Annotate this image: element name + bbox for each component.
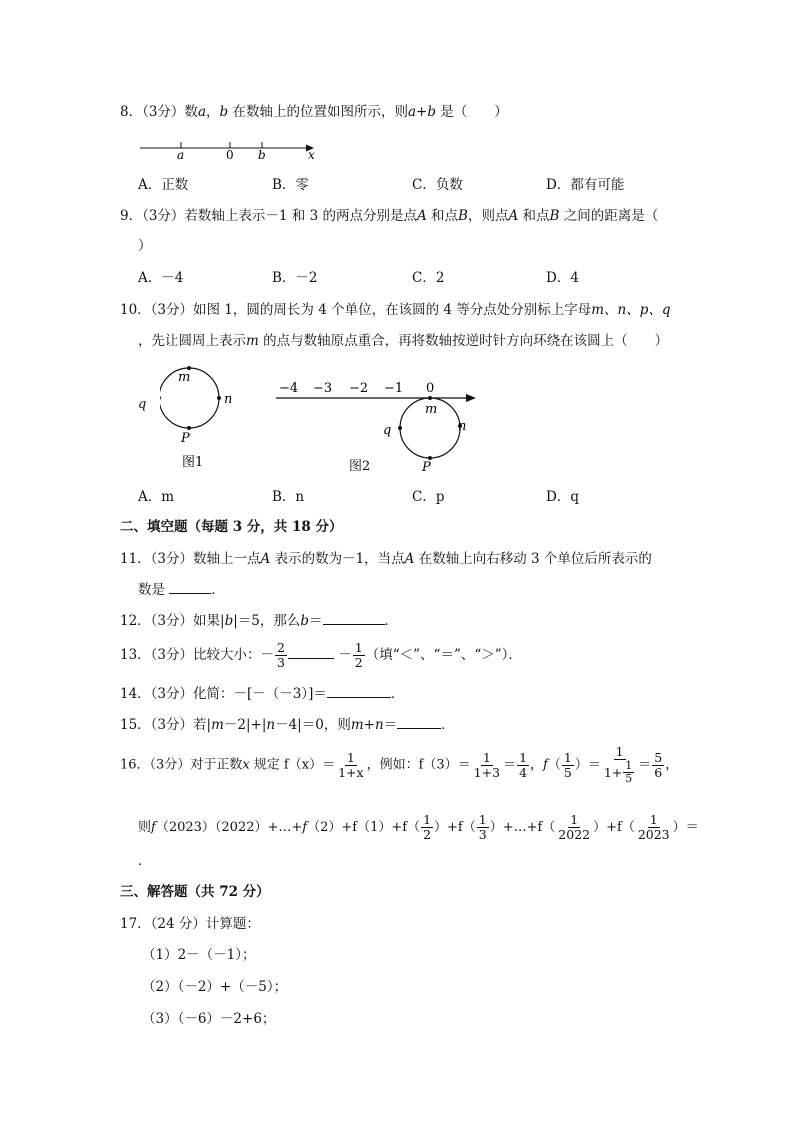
q11-stem: 11．（3分）数轴上一点A 表示的数为－1，当点A 在数轴上向右移动 3 个单位后所表示的 xyxy=(120,551,652,567)
axis-label-x: x xyxy=(308,148,315,162)
q10-option-c[interactable]: C．p xyxy=(412,489,445,505)
q8-stem: 8．（3分）数a，b 在数轴上的位置如图所示，则a+b 是（ ） xyxy=(120,104,508,120)
q9-option-d[interactable]: D．4 xyxy=(546,270,579,286)
q10-option-b[interactable]: B．n xyxy=(272,489,305,505)
q16-sum-fraction-4: $\frac{1}{2023}$ xyxy=(637,812,670,842)
q14-answer-blank[interactable] xyxy=(327,685,391,698)
q16-example-1-fraction: $\frac{1}{1+3}$ xyxy=(473,749,501,780)
q16-answer-end: ． xyxy=(138,853,152,869)
q10-stem: 10．（3分）如图 1，圆的周长为 4 个单位，在该圆的 4 等分点处分别标上字母m、n、p、q xyxy=(120,302,671,318)
q16-definition-fraction: $\frac{1}{1+x}$ xyxy=(338,749,364,780)
q8-option-d[interactable]: D．都有可能 xyxy=(546,177,625,193)
q15-answer-blank[interactable] xyxy=(397,716,441,729)
q13-answer-blank[interactable] xyxy=(288,646,334,659)
q15-stem: 15．（3分）若|m－2|+|n－4|＝0，则m+n＝ ． xyxy=(120,717,455,733)
q14-stem: 14．（3分）化简：－[－（－3）]＝ ． xyxy=(120,686,405,702)
axis-tick-neg2: −2 xyxy=(349,381,369,396)
q16-example-2-compound: 1 1+ $\frac{1}{5}$ xyxy=(603,744,633,785)
q16-stem: 16．（3分）对于正数x 规定 f（x）＝ $\frac{1}{1+x}$ ，例如：f（3）＝ $\frac{1}{1+3}$ ＝ $\frac{1}{4}$ ，f（ $\frac{1}{5}$ ）＝ 1 1+ $\frac{1}{5}$ ＝ $\frac{5}{6}$ ， xyxy=(120,744,679,785)
q16-sum-fraction-1: $\frac{1}{2}$ xyxy=(423,812,432,842)
q17-item-1: （1）2－（－1）； xyxy=(142,947,256,963)
q9-option-c[interactable]: C．2 xyxy=(412,270,445,286)
q10-figure-1 xyxy=(160,360,240,475)
axis-label-b: b xyxy=(258,148,266,162)
fig2-label-p: P xyxy=(422,460,431,475)
axis-label-zero: 0 xyxy=(226,148,234,162)
q17-item-2: （2）（－2）+（－5）； xyxy=(142,979,288,995)
q17-item-3: （3）（－6）－2+6； xyxy=(142,1011,276,1027)
fig2-label-q: q xyxy=(383,423,392,438)
q8-option-a[interactable]: A．正数 xyxy=(138,177,189,193)
axis-tick-neg3: −3 xyxy=(313,381,333,396)
fig1-label-q-text: q xyxy=(138,397,147,412)
q16-sum-fraction-3: $\frac{1}{2022}$ xyxy=(558,812,591,842)
fig2-caption: 图2 xyxy=(349,459,371,474)
fig2-label-n: n xyxy=(458,419,467,434)
q17-title: 17．（24 分）计算题： xyxy=(120,916,260,932)
q16-sum-fraction-2: $\frac{1}{3}$ xyxy=(478,812,487,842)
fig1-label-m: m xyxy=(178,370,191,385)
fig2-label-m: m xyxy=(425,402,438,417)
q8-number-line xyxy=(138,138,328,166)
section-fill-in-heading: 二、填空题（每题 3 分，共 18 分） xyxy=(120,519,343,535)
q12-answer-blank[interactable] xyxy=(323,612,385,625)
q11-answer-blank[interactable] xyxy=(169,581,211,594)
q9-stem-cont: ） xyxy=(138,238,152,254)
q8-option-c[interactable]: C．负数 xyxy=(412,177,463,193)
q10-option-d[interactable]: D．q xyxy=(546,489,579,505)
section-solutions-heading: 三、解答题（共 72 分） xyxy=(120,884,270,900)
q9-option-b[interactable]: B．－2 xyxy=(272,270,318,286)
q13-stem: 13．（3分）比较大小：－ $\frac{2}{3}$ － $\frac{1}{2}$ （填“＜”、“＝”、“＞”）． xyxy=(120,640,522,670)
q16-stem-cont: 则f（2023）（2022）+…+f（2）+f（1）+f（ $\frac{1}{2}$ ）+f（ $\frac{1}{3}$ ）+…+f（ $\frac{1}{2022}$ ）+f（ $\frac{1}{2023}$ ）＝ xyxy=(138,812,699,842)
fig1-label-n: n xyxy=(224,392,233,407)
q13-fraction-1: $\frac{2}{3}$ xyxy=(277,640,285,670)
q13-fraction-2: $\frac{1}{2}$ xyxy=(354,640,363,670)
axis-tick-zero: 0 xyxy=(426,381,435,396)
q16-nested-fraction: $\frac{1}{5}$ xyxy=(625,759,633,785)
fig1-label-p: P xyxy=(181,431,190,446)
axis-label-a: a xyxy=(177,148,185,162)
q10-figure-2 xyxy=(270,378,485,478)
axis-tick-neg4: −4 xyxy=(279,381,299,396)
q8-option-b[interactable]: B．零 xyxy=(272,177,309,193)
q10-stem-cont: ，先让圆周上表示m 的点与数轴原点重合，再将数轴按逆时针方向环绕在该圆上（ ） xyxy=(138,333,669,349)
q16-example-1-result: $\frac{1}{4}$ xyxy=(519,749,528,780)
fig1-caption: 图1 xyxy=(182,455,204,470)
axis-tick-neg1: −1 xyxy=(384,381,404,396)
q11-stem-cont: 数是 ． xyxy=(138,582,225,598)
q10-option-a[interactable]: A．m xyxy=(138,489,175,505)
q16-example-2-arg: $\frac{1}{5}$ xyxy=(563,749,572,780)
q9-stem: 9．（3分）若数轴上表示－1 和 3 的两点分别是点A 和点B，则点A 和点B 之间的距离是（ xyxy=(120,208,659,224)
q9-option-a[interactable]: A．－4 xyxy=(138,270,184,286)
q12-stem: 12．（3分）如果|b|＝5，那么b＝ ． xyxy=(120,613,399,629)
q16-example-2-result: $\frac{5}{6}$ xyxy=(654,749,663,780)
